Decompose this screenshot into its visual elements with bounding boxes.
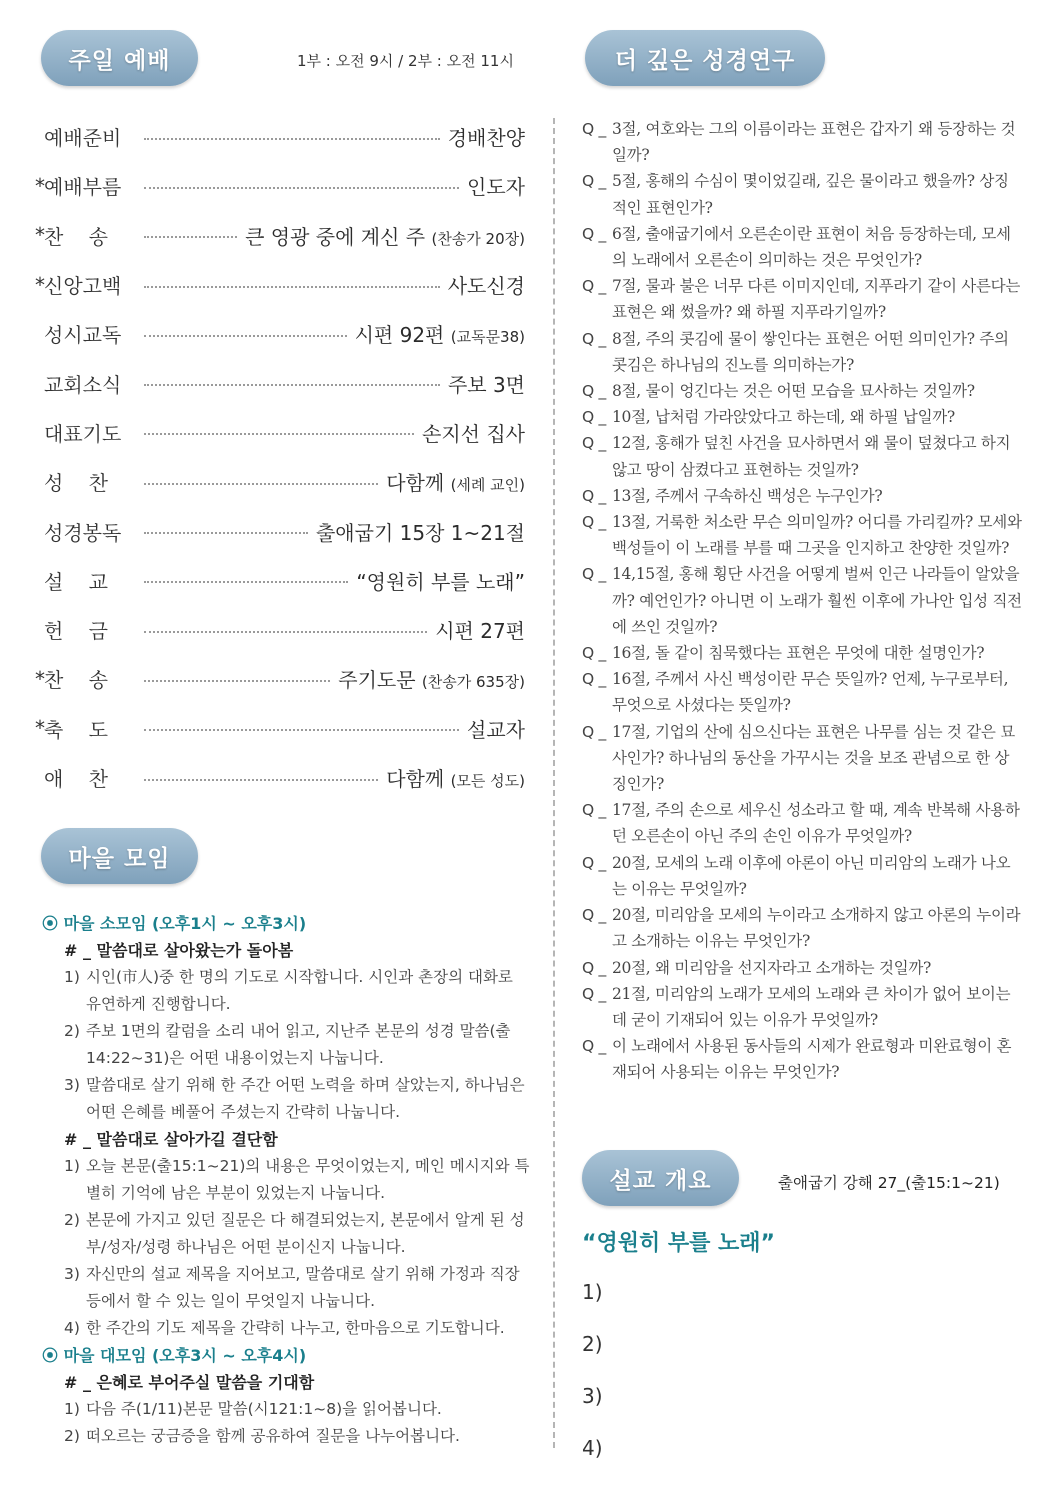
row-label — [44, 566, 108, 595]
study-question: Q _ 5절, 홍해의 수심이 몇이었길래, 깊은 물이라고 했을까? 상징적인 표현인가? — [582, 168, 1022, 220]
guide-item: 1) 오늘 본문(출15:1~21)의 내용은 무엇이었는지, 메인 메시지와 특별히 기억에 남은 부분이 있었는지 나눕니다. — [42, 1153, 530, 1207]
row-label-char: 성 — [44, 471, 64, 496]
item-number: 2) — [64, 1427, 80, 1445]
row-marker: * — [35, 272, 45, 297]
order-of-worship — [35, 112, 525, 802]
row-label-char: 헌 — [44, 619, 64, 644]
row-label-char: 축 — [44, 717, 64, 742]
item-number: 3) — [64, 1265, 80, 1283]
question-prefix: Q _ — [582, 172, 606, 191]
study-questions — [582, 116, 1022, 1086]
row-value: 사도신경 — [447, 274, 525, 299]
row-value: 출애굽기 15장 1~21절 — [315, 520, 525, 545]
row-value: 다함께 (세례 교인) — [386, 471, 525, 496]
study-question: Q _ 7절, 물과 불은 너무 다른 이미지인데, 지푸라기 같이 사른다는 표현은 왜 썼을까? 왜 하필 지푸라기일까? — [582, 273, 1022, 325]
row-label: 교회소식 — [44, 372, 122, 397]
question-prefix: Q _ — [582, 722, 606, 741]
sermon-reference: 출애굽기 강해 27_(출15:1~21) — [778, 1174, 1000, 1192]
row-label — [44, 664, 108, 693]
question-prefix: Q _ — [582, 486, 606, 505]
question-prefix: Q _ — [582, 382, 606, 401]
question-prefix: Q _ — [582, 513, 606, 532]
dotted-leader — [144, 779, 378, 781]
guide-item: 3) 자신만의 설교 제목을 지어보고, 말씀대로 살기 위해 가정과 직장 등에서 할 수 있는 일이 무엇일지 나눕니다. — [42, 1261, 530, 1315]
item-number: 1) — [64, 968, 80, 986]
row-label-char: 찬 — [88, 767, 108, 791]
outline-point: 1) — [582, 1280, 603, 1304]
study-question: Q _ 17절, 기업의 산에 심으신다는 표현은 나무를 심는 것 같은 묘사인가? 하나님의 동산을 가꾸시는 것을 보조 관념으로 한 상징인가? — [582, 719, 1022, 798]
item-number: 2) — [64, 1022, 80, 1040]
guide-item: 2) 떠오르는 궁금증을 함께 공유하여 질문을 나누어봅니다. — [42, 1423, 530, 1450]
row-label: 성시교독 — [44, 323, 122, 348]
row-label-char: 금 — [88, 619, 108, 644]
row-value: 손지선 집사 — [422, 421, 525, 446]
row-value: 설교자 — [467, 717, 525, 742]
question-prefix: Q _ — [582, 801, 606, 820]
item-number: 1) — [64, 1157, 80, 1175]
dotted-leader — [144, 138, 440, 140]
row-label: 대표기도 — [44, 421, 122, 446]
study-question: Q _ 13절, 주께서 구속하신 백성은 누구인가? — [582, 483, 1022, 509]
study-question: Q _ 10절, 납처럼 가라앉았다고 하는데, 왜 하필 납일까? — [582, 404, 1022, 430]
dotted-leader — [144, 483, 378, 485]
small-meeting-title: ⦿ 마을 소모임 (오후1시 ~ 오후3시) — [42, 914, 307, 933]
row-value: 주보 3면 — [447, 372, 525, 397]
worship-row — [35, 358, 525, 407]
row-value: 다함께 (모든 성도) — [386, 767, 525, 791]
village-heading: 마을 모임 — [41, 828, 198, 884]
row-label — [44, 763, 108, 792]
worship-row — [35, 260, 525, 309]
study-heading: 더 깊은 성경연구 — [585, 30, 825, 86]
row-value: 시편 27편 — [435, 619, 525, 644]
row-label-char: 찬 — [44, 668, 64, 693]
study-question: Q _ 16절, 주께서 사신 백성이란 무슨 뜻일까? 언제, 누구로부터, 무엇으로 사셨다는 뜻일까? — [582, 666, 1022, 718]
row-value: “영원히 부를 노래” — [356, 569, 525, 594]
dotted-leader — [144, 581, 348, 583]
row-label-char: 교 — [88, 569, 108, 594]
row-marker: * — [35, 666, 45, 691]
large-meeting-title: ⦿ 마을 대모임 (오후3시 ~ 오후4시) — [42, 1346, 307, 1365]
worship-row — [35, 654, 525, 703]
row-label — [44, 221, 108, 250]
study-question: Q _ 20절, 미리암을 모세의 누이라고 소개하지 않고 아론의 누이라고 소개하는 이유는 무엇인가? — [582, 902, 1022, 954]
guide-item: 2) 주보 1면의 칼럼을 소리 내어 읽고, 지난주 본문의 성경 말씀(출14:22~31)은 어떤 내용이었는지 나눕니다. — [42, 1018, 530, 1072]
dotted-leader — [144, 729, 459, 731]
row-label-char: 찬 — [88, 471, 108, 496]
study-question: Q _ 13절, 거룩한 처소란 무슨 의미일까? 어디를 가리킬까? 모세와 백성들이 이 노래를 부를 때 그곳을 인지하고 찬양한 것일까? — [582, 509, 1022, 561]
row-value: 주기도문 (찬송가 635장) — [338, 668, 525, 693]
row-label-char: 도 — [88, 717, 108, 742]
worship-row — [35, 556, 525, 605]
guide-item: 4) 한 주간의 기도 제목을 간략히 나누고, 한마음으로 기도합니다. — [42, 1315, 530, 1342]
question-prefix: Q _ — [582, 224, 606, 243]
question-prefix: Q _ — [582, 670, 606, 689]
guide-item: 3) 말씀대로 살기 위해 한 주간 어떤 노력을 하며 살았는지, 하나님은 어떤 은혜를 베풀어 주셨는지 간략히 나눕니다. — [42, 1072, 530, 1126]
study-question: Q _ 14,15절, 홍해 횡단 사건을 어떻게 벌써 인근 나라들이 알았을까? 예언인가? 아니면 이 노래가 훨씬 이후에 가나안 입성 직전에 쓰인 것일까? — [582, 561, 1022, 640]
column-divider — [553, 118, 555, 1448]
row-label-char: 설 — [44, 569, 64, 594]
row-marker: * — [35, 173, 45, 198]
dotted-leader — [144, 384, 440, 386]
row-marker: * — [35, 716, 45, 741]
row-value-note: (모든 성도) — [450, 772, 525, 790]
row-value-note: (교독문38) — [450, 328, 525, 347]
study-question: Q _ 이 노래에서 사용된 동사들의 시제가 완료형과 미완료형이 혼재되어 사용되는 이유는 무엇인가? — [582, 1033, 1022, 1085]
question-prefix: Q _ — [582, 958, 606, 977]
study-question: Q _ 3절, 여호와는 그의 이름이라는 표현은 갑자기 왜 등장하는 것일까? — [582, 116, 1022, 168]
sermon-outline-heading: 설교 개요 — [582, 1150, 739, 1206]
row-value: 시편 92편 (교독문38) — [354, 323, 525, 348]
study-question: Q _ 20절, 왜 미리암을 선지자라고 소개하는 것일까? — [582, 955, 1022, 981]
row-label-char: 송 — [88, 668, 108, 693]
dotted-leader — [144, 433, 414, 435]
item-number: 3) — [64, 1076, 80, 1094]
worship-row — [35, 161, 525, 210]
worship-row — [35, 309, 525, 358]
worship-heading: 주일 예배 — [41, 30, 198, 86]
worship-row — [35, 211, 525, 260]
study-question: Q _ 20절, 모세의 노래 이후에 아론이 아닌 미리암의 노래가 나오는 이유는 무엇일까? — [582, 850, 1022, 902]
sermon-title: “영원히 부를 노래” — [582, 1231, 776, 1256]
row-label-char: 애 — [44, 767, 64, 791]
dotted-leader — [144, 335, 347, 337]
question-prefix: Q _ — [582, 1037, 606, 1056]
dotted-leader — [144, 680, 330, 682]
row-label — [44, 615, 108, 644]
service-times: 1부 : 오전 9시 / 2부 : 오전 11시 — [297, 52, 514, 70]
dotted-leader — [144, 532, 308, 534]
row-label: 예배준비 — [44, 126, 122, 151]
row-value: 인도자 — [467, 175, 525, 200]
worship-row — [35, 506, 525, 555]
item-number: 2) — [64, 1211, 80, 1229]
row-value: 큰 영광 중에 계신 주 (찬송가 20장) — [245, 224, 525, 249]
question-prefix: Q _ — [582, 434, 606, 453]
question-prefix: Q _ — [582, 565, 606, 584]
study-question: Q _ 17절, 주의 손으로 세우신 성소라고 할 때, 계속 반복해 사용하던 오른손이 아닌 주의 손인 이유가 무엇일까? — [582, 797, 1022, 849]
worship-row — [35, 704, 525, 753]
guide-item: 1) 다음 주(1/11)본문 말씀(시121:1~8)을 읽어봅니다. — [42, 1396, 530, 1423]
question-prefix: Q _ — [582, 906, 606, 925]
row-value: 경배찬양 — [447, 126, 525, 151]
row-value-note: (세례 교인) — [450, 476, 525, 495]
row-label-char: 송 — [88, 224, 108, 249]
dotted-leader — [144, 236, 237, 238]
outline-point: 4) — [582, 1436, 603, 1460]
question-prefix: Q _ — [582, 853, 606, 872]
row-label: 신앙고백 — [44, 274, 122, 299]
question-prefix: Q _ — [582, 277, 606, 296]
dotted-leader — [144, 187, 459, 189]
study-question: Q _ 12절, 홍해가 덮친 사건을 묘사하면서 왜 물이 덮쳤다고 하지 않고 땅이 삼켰다고 표현하는 것일까? — [582, 430, 1022, 482]
row-label — [44, 467, 108, 496]
study-question: Q _ 8절, 주의 콧김에 물이 쌓인다는 표현은 어떤 의미인가? 주의 콧김은 하나님의 진노를 의미하는가? — [582, 326, 1022, 378]
study-question: Q _ 21절, 미리암의 노래가 모세의 노래와 큰 차이가 없어 보이는데 굳이 기재되어 있는 이유가 무엇일까? — [582, 981, 1022, 1033]
worship-row — [35, 605, 525, 654]
question-prefix: Q _ — [582, 329, 606, 348]
study-question: Q _ 8절, 물이 엉긴다는 것은 어떤 모습을 묘사하는 것일까? — [582, 378, 1022, 404]
item-number: 4) — [64, 1319, 80, 1337]
question-prefix: Q _ — [582, 120, 606, 138]
row-label-char: 찬 — [44, 224, 64, 249]
guide-item: 1) 시인(市人)중 한 명의 기도로 시작합니다. 시인과 촌장의 대화로 유연하게 진행합니다. — [42, 964, 530, 1018]
worship-row — [35, 753, 525, 802]
large-meeting-part-title: # _ 은혜로 부어주실 말씀을 기대함 — [64, 1373, 315, 1392]
outline-point: 2) — [582, 1332, 603, 1356]
row-value-note: (찬송가 635장) — [421, 673, 525, 692]
worship-row — [35, 457, 525, 506]
question-prefix: Q _ — [582, 644, 606, 663]
row-label — [44, 714, 108, 743]
guide-item: 2) 본문에 가지고 있던 질문은 다 해결되었는지, 본문에서 알게 된 성부/성자/성령 하나님은 어떤 분이신지 나눕니다. — [42, 1207, 530, 1261]
outline-point: 3) — [582, 1384, 603, 1408]
study-question: Q _ 16절, 돌 같이 침묵했다는 표현은 무엇에 대한 설명인가? — [582, 640, 1022, 666]
row-label: 성경봉독 — [44, 520, 122, 545]
village-meeting-guide — [42, 910, 530, 1450]
worship-row — [35, 408, 525, 457]
dotted-leader — [144, 631, 427, 633]
study-question: Q _ 6절, 출애굽기에서 오른손이란 표현이 처음 등장하는데, 모세의 노래에서 오른손이 의미하는 것은 무엇인가? — [582, 221, 1022, 273]
row-value-note: (찬송가 20장) — [431, 229, 525, 248]
dotted-leader — [144, 286, 440, 288]
row-marker: * — [35, 223, 45, 248]
question-prefix: Q _ — [582, 984, 606, 1003]
worship-row — [35, 112, 525, 161]
small-meeting-part1-title: # _ 말씀대로 살아왔는가 돌아봄 — [64, 941, 294, 960]
small-meeting-part2-title: # _ 말씀대로 살아가길 결단함 — [64, 1130, 278, 1149]
item-number: 1) — [64, 1400, 80, 1418]
row-label: 예배부름 — [44, 175, 122, 200]
question-prefix: Q _ — [582, 408, 606, 427]
